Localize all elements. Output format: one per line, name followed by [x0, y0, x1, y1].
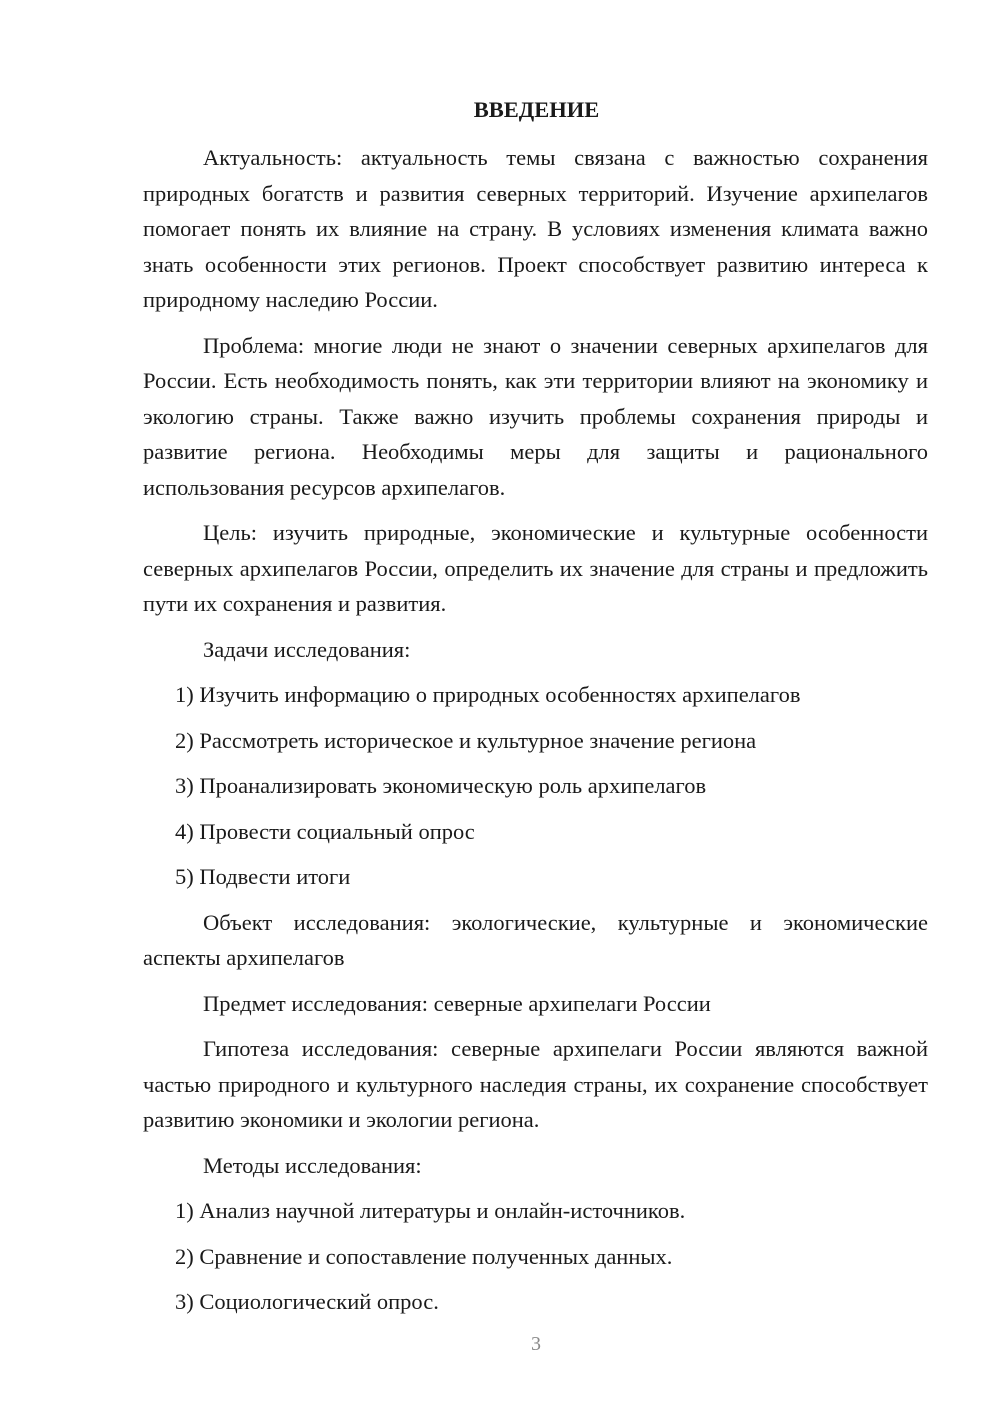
problem-paragraph: Проблема: многие люди не знают о значении северных архипелагов для России. Есть необходимость понять, как эти территории влияют на экономику и экологию страны. Также важно изучить проблемы сохранения природы и развитие региона. Необходимы меры для защиты и рационального использования ресурсов архипелагов. — [143, 332, 928, 500]
page-number: 3 — [531, 1333, 541, 1355]
methods-heading: Методы исследования: — [203, 1152, 422, 1178]
relevance-paragraph: Актуальность: актуальность темы связана с важностью сохранения природных богатств и развития северных территорий. Изучение архипелагов помогает понять их влияние на страну. В условиях изменения климата важно знать особенности этих регионов. Проект способствует развитию интереса к природному наследию России. — [143, 145, 928, 312]
subject-paragraph: Предмет исследования: северные архипелаги России — [203, 990, 711, 1016]
list-item: 4) Провести социальный опрос — [175, 818, 475, 844]
list-item: 2) Сравнение и сопоставление полученных данных. — [175, 1243, 673, 1269]
tasks-heading: Задачи исследования: — [203, 636, 411, 662]
object-paragraph: Объект исследования: экологические, культурные и экономические аспекты архипелагов — [143, 909, 928, 970]
goal-paragraph: Цель: изучить природные, экономические и культурные особенности северных архипелагов России, определить их значение для страны и предложить пути их сохранения и развития. — [143, 520, 928, 616]
list-item: 1) Анализ научной литературы и онлайн-источников. — [175, 1198, 686, 1223]
list-item: 3) Социологический опрос. — [175, 1289, 439, 1314]
tasks-list — [143, 677, 928, 895]
methods-list — [143, 1193, 928, 1320]
page-title: ВВЕДЕНИЕ — [473, 97, 600, 122]
list-item: 3) Проанализировать экономическую роль архипелагов — [175, 773, 707, 798]
hypothesis-paragraph: Гипотеза исследования: северные архипелаги России являются важной частью природного и культурного наследия страны, их сохранение способствует развитию экономики и экологии региона. — [143, 1036, 928, 1132]
list-item: 2) Рассмотреть историческое и культурное значение региона — [175, 727, 757, 753]
page-content — [143, 94, 928, 1330]
list-item: 5) Подвести итоги — [175, 864, 351, 889]
list-item: 1) Изучить информацию о природных особенностях архипелагов — [175, 682, 801, 707]
